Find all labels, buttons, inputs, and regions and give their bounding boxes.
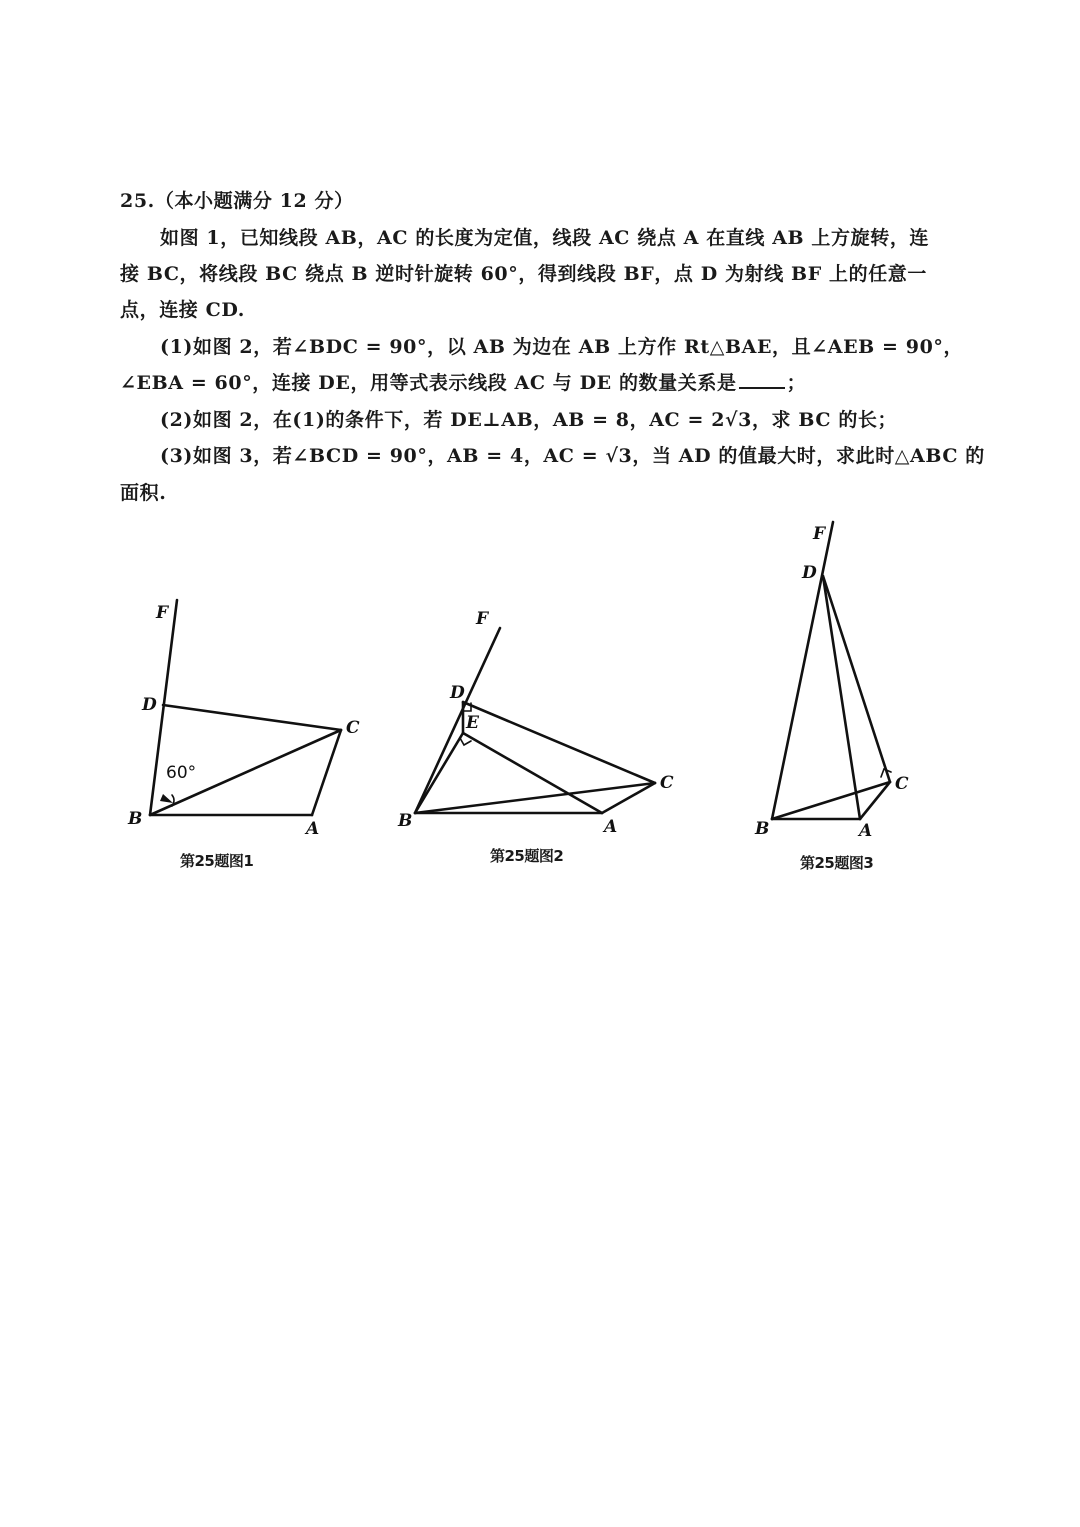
fig1-label-B: B [128, 809, 143, 829]
part3-line-2: 面积. [120, 482, 167, 504]
fig3-segment-DC [823, 576, 890, 782]
fig3-label-D: D [802, 563, 817, 583]
part3-line-1: (3)如图 3，若∠BCD = 90°，AB = 4，AC = √3，当 AD 的值最大时，求此时△ABC 的 [160, 445, 985, 467]
fig3-label-A: A [859, 821, 873, 841]
fig2-label-E: E [466, 713, 479, 733]
intro-line-3: 点，连接 CD. [120, 299, 245, 321]
intro-line-2: 接 BC，将线段 BC 绕点 B 逆时针旋转 60°，得到线段 BF，点 D 为射线 BF 上的任意一 [120, 263, 928, 285]
fig2-label-C: C [660, 773, 674, 793]
fig3-label-B: B [755, 819, 770, 839]
fig1-label-F: F [156, 603, 169, 623]
fig1-label-A: A [306, 819, 320, 839]
part1-line-1: (1)如图 2，若∠BDC = 90°，以 AB 为边在 AB 上方作 Rt△BAE，且∠AEB = 90°， [160, 336, 964, 358]
fig2-caption: 第25题图2 [490, 847, 564, 865]
problem-header: 25.（本小题满分 12 分） [120, 190, 354, 212]
fig1-angle-label: 60° [166, 763, 197, 783]
fig2-label-D: D [450, 683, 465, 703]
fig3-label-C: C [895, 774, 909, 794]
fig2-label-A: A [604, 817, 618, 837]
fig3-segment-BC [772, 782, 890, 819]
part2-line: (2)如图 2，在(1)的条件下，若 DE⊥AB，AB = 8，AC = 2√3，求 BC 的长； [160, 409, 898, 431]
intro-line-1: 如图 1，已知线段 AB，AC 的长度为定值，线段 AC 绕点 A 在直线 AB 上方旋转，连 [160, 227, 930, 249]
fig2-label-F: F [476, 609, 489, 629]
fig2-label-B: B [398, 811, 413, 831]
fig3-caption: 第25题图3 [800, 854, 874, 872]
fig1-label-C: C [346, 718, 360, 738]
fig1-label-D: D [142, 695, 157, 715]
part1-question: ∠EBA = 60°，连接 DE，用等式表示线段 AC 与 DE 的数量关系是 [120, 372, 737, 394]
fig3-segment-DA [823, 576, 860, 819]
fig1-caption: 第25题图1 [180, 852, 254, 870]
fig3-label-F: F [813, 524, 826, 544]
part1-end: ； [786, 372, 807, 394]
